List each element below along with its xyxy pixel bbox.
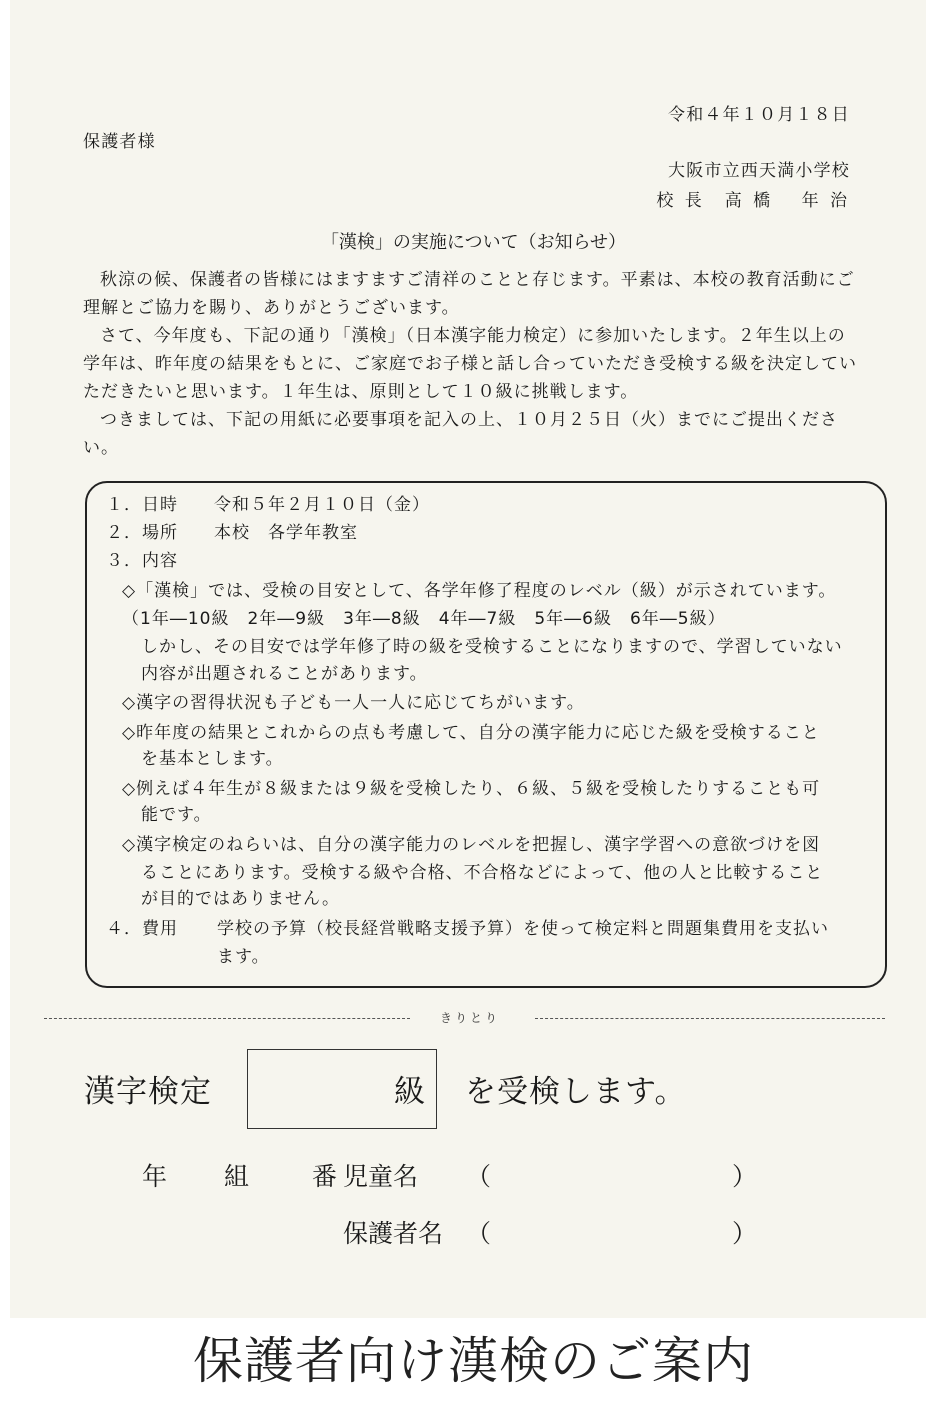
detail-cost-text: ます。: [217, 947, 270, 967]
notice-title: 「漢検」の実施について（お知らせ）: [320, 232, 627, 253]
detail-note: が目的ではありません。: [141, 889, 341, 909]
image-caption: 保護者向け漢検のご案内: [193, 1332, 754, 1390]
form-year-label: 年: [142, 1162, 168, 1191]
detail-note: （1年―10級 2年―9級 3年―8級 4年―7級 5年―6級 6年―5級）: [122, 609, 726, 629]
detail-content-heading: ３．内容: [106, 551, 178, 571]
detail-cost-text: 学校の予算（校長経営戦略支援予算）を使って検定料と問題集費用を支払い: [217, 919, 829, 939]
detail-note: ◇漢字検定のねらいは、自分の漢字能力のレベルを把握し、漢字学習への意欲づけを図: [122, 835, 821, 855]
detail-note: を基本とします。: [141, 749, 284, 769]
form-student-name-label: 児童名: [343, 1162, 419, 1191]
detail-note: しかし、その目安では学年修了時の級を受検することになりますので、学習していない: [141, 637, 843, 657]
addressee: 保護者様: [83, 132, 156, 152]
cut-line-left: [44, 1018, 410, 1019]
form-class-label: 組: [224, 1162, 250, 1191]
paragraph-announcement: さて、今年度も、下記の通り「漢検」（日本漢字能力検定）に参加いたします。２年生以上の学年は、昨年度の結果をもとに、ご家庭でお子様と話し合っていただき受検する級を決定していただきたいと思います。１年生は、原則として１０級に挑戦します。: [83, 326, 857, 402]
form-kentei-label: 漢字検定: [84, 1074, 212, 1110]
detail-note: 内容が出題されることがあります。: [141, 664, 428, 684]
student-name-field-close: ）: [732, 1162, 758, 1191]
form-grade-unit: 級: [394, 1074, 425, 1110]
form-number-label: 番: [312, 1162, 338, 1191]
guardian-name-field-close: ）: [732, 1219, 758, 1248]
issue-date: 令和４年１０月１８日: [668, 105, 850, 125]
detail-note: 能です。: [141, 805, 212, 825]
detail-note: ◇昨年度の結果とこれからの点も考慮して、自分の漢字能力に応じた級を受検すること: [122, 723, 820, 743]
paragraph-submission: つきましては、下記の用紙に必要事項を記入の上、１０月２５日（火）までにご提出ください。: [83, 410, 838, 458]
detail-cost-label: ４．費用: [106, 919, 178, 939]
principal-name: 校 長 高 橋 年 治: [656, 191, 850, 211]
student-name-field-open[interactable]: （: [466, 1162, 492, 1191]
detail-note: ◇例えば４年生が８級または９級を受検したり、６級、５級を受検したりすることも可: [122, 779, 821, 799]
paragraph-greeting: 秋涼の候、保護者の皆様にはますますご清祥のことと存じます。平素は、本校の教育活動にご理解とご協力を賜り、ありがとうございます。: [83, 270, 855, 318]
detail-note: ることにあります。受検する級や合格、不合格などによって、他の人と比較すること: [141, 863, 824, 883]
cut-line-right: [535, 1018, 885, 1019]
form-guardian-name-label: 保護者名: [343, 1219, 444, 1248]
form-suffix: を受検します。: [465, 1074, 687, 1110]
cut-line-label: きりとり: [440, 1011, 501, 1025]
detail-note: ◇漢字の習得状況も子ども一人一人に応じてちがいます。: [122, 693, 585, 713]
detail-place: ２．場所 本校 各学年教室: [106, 523, 358, 543]
detail-note: ◇「漢検」では、受検の目安として、各学年修了程度のレベル（級）が示されています。: [122, 581, 837, 601]
school-name: 大阪市立西天満小学校: [668, 161, 850, 181]
guardian-name-field-open[interactable]: （: [466, 1219, 492, 1248]
detail-datetime: １．日時 令和５年２月１０日（金）: [106, 495, 430, 515]
